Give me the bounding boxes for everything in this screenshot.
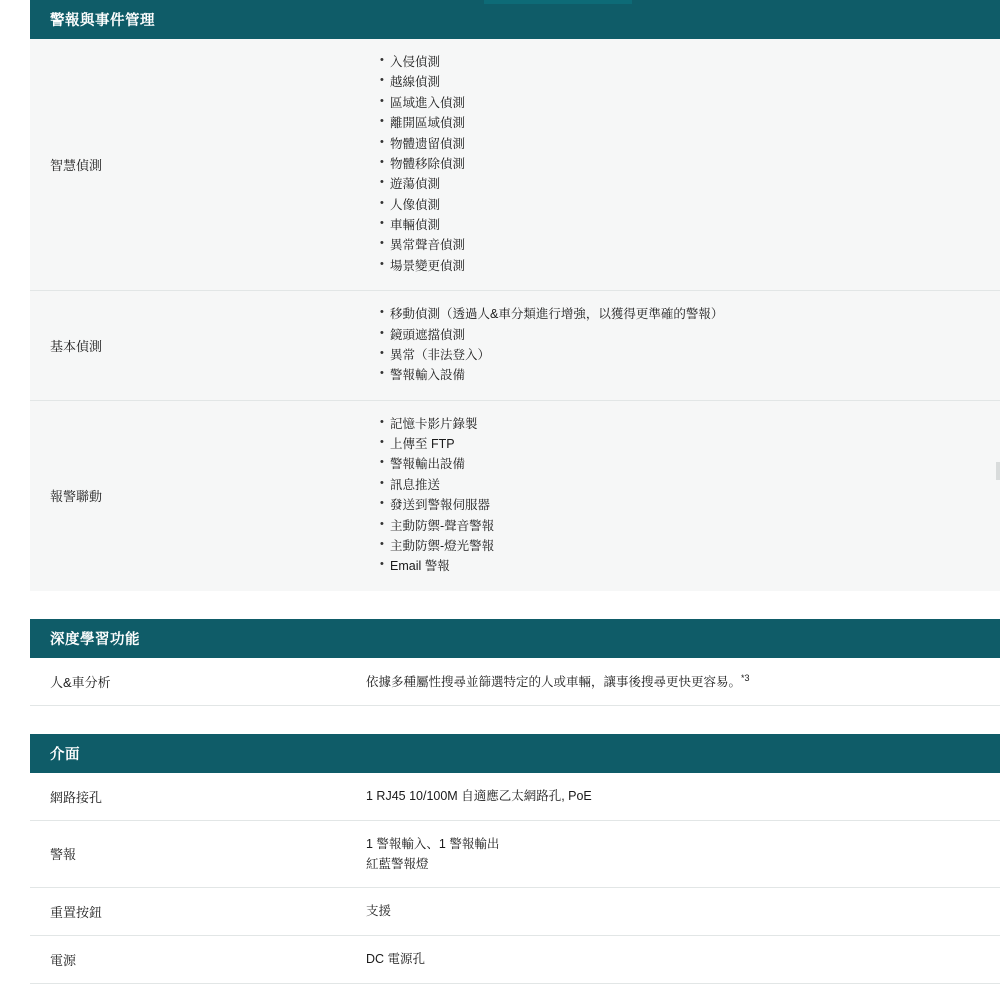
top-teal-fragment	[484, 0, 632, 4]
value-text	[366, 671, 750, 692]
section-gap	[0, 591, 1000, 619]
section-header-interface: 介面	[30, 734, 1000, 773]
value-text	[366, 834, 499, 874]
list-item: • 主動防禦-聲音警報	[380, 517, 494, 536]
section-gap	[0, 706, 1000, 734]
footnote-marker: *3	[741, 672, 750, 683]
list-item: • 遊蕩偵測	[380, 175, 465, 194]
list-item: • 警報輸出設備	[380, 455, 494, 474]
value-text	[366, 901, 391, 921]
section-header-alarm-event-management: 警報與事件管理	[30, 0, 1000, 39]
row-value	[340, 821, 1000, 887]
value-line: 1 警報輸入、1 警報輸出	[366, 836, 500, 851]
value-line: 依據多種屬性搜尋並篩選特定的人或車輛，讓事後搜尋更快更容易。	[366, 674, 742, 689]
section-alarm-event-management	[30, 0, 1000, 591]
table-row	[30, 39, 1000, 291]
list-item: • 發送到警報伺服器	[380, 496, 494, 515]
row-label: 報警聯動	[50, 489, 103, 505]
list-item: • 車輛偵測	[380, 216, 465, 235]
table-row	[30, 888, 1000, 936]
list-item: • 入侵偵測	[380, 53, 465, 72]
row-value	[340, 936, 1000, 983]
value-line: DC 電源孔	[366, 952, 426, 967]
table-row	[30, 936, 1000, 984]
list-item: • 區域進入偵測	[380, 94, 465, 113]
feature-list	[366, 414, 494, 578]
section-deep-learning-features	[30, 619, 1000, 706]
row-value	[340, 39, 1000, 290]
list-item: • 訊息推送	[380, 476, 494, 495]
list-item: • 異常（非法登入）	[380, 346, 723, 365]
list-item: • 越線偵測	[380, 73, 465, 92]
right-edge-fragment	[996, 462, 1000, 480]
row-label: 電源	[50, 952, 77, 968]
table-row	[30, 658, 1000, 706]
table-row	[30, 291, 1000, 401]
value-text	[366, 786, 592, 806]
list-item: • 離開區域偵測	[380, 114, 465, 133]
list-item: • 主動防禦-燈光警報	[380, 537, 494, 556]
feature-list	[366, 52, 465, 277]
row-value	[340, 773, 1000, 820]
value-line: 支援	[366, 904, 392, 919]
row-value	[340, 291, 1000, 400]
section-interface	[30, 734, 1000, 984]
section-header-deep-learning-features: 深度學習功能	[30, 619, 1000, 658]
row-label: 警報	[50, 847, 77, 863]
list-item: • 上傳至 FTP	[380, 435, 494, 454]
list-item: • 鏡頭遮擋偵測	[380, 326, 723, 345]
table-row	[30, 821, 1000, 888]
value-line: 紅藍警報燈	[366, 856, 429, 871]
list-item: • 移動偵測（透過人&車分類進行增強，以獲得更準確的警報）	[380, 305, 723, 324]
feature-list	[366, 304, 723, 387]
list-item: • 場景變更偵測	[380, 257, 465, 276]
row-value	[340, 658, 1000, 705]
table-row	[30, 773, 1000, 821]
row-value	[340, 888, 1000, 935]
list-item: • 物體移除偵測	[380, 155, 465, 174]
row-label: 網路接孔	[50, 789, 103, 805]
list-item: • Email 警報	[380, 557, 494, 576]
table-row	[30, 401, 1000, 591]
list-item: • 警報輸入設備	[380, 366, 723, 385]
row-label: 重置按鈕	[50, 904, 103, 920]
list-item: • 物體遗留偵測	[380, 135, 465, 154]
row-label: 智慧偵測	[50, 158, 103, 174]
row-value	[340, 401, 1000, 591]
value-line: 1 RJ45 10/100M 自適應乙太網路孔, PoE	[366, 789, 592, 804]
value-text	[366, 949, 425, 969]
row-label: 人&車分析	[50, 674, 111, 690]
row-label: 基本偵測	[50, 338, 103, 354]
list-item: • 異常聲音偵測	[380, 236, 465, 255]
list-item: • 人像偵測	[380, 196, 465, 215]
list-item: • 記憶卡影片錄製	[380, 415, 494, 434]
